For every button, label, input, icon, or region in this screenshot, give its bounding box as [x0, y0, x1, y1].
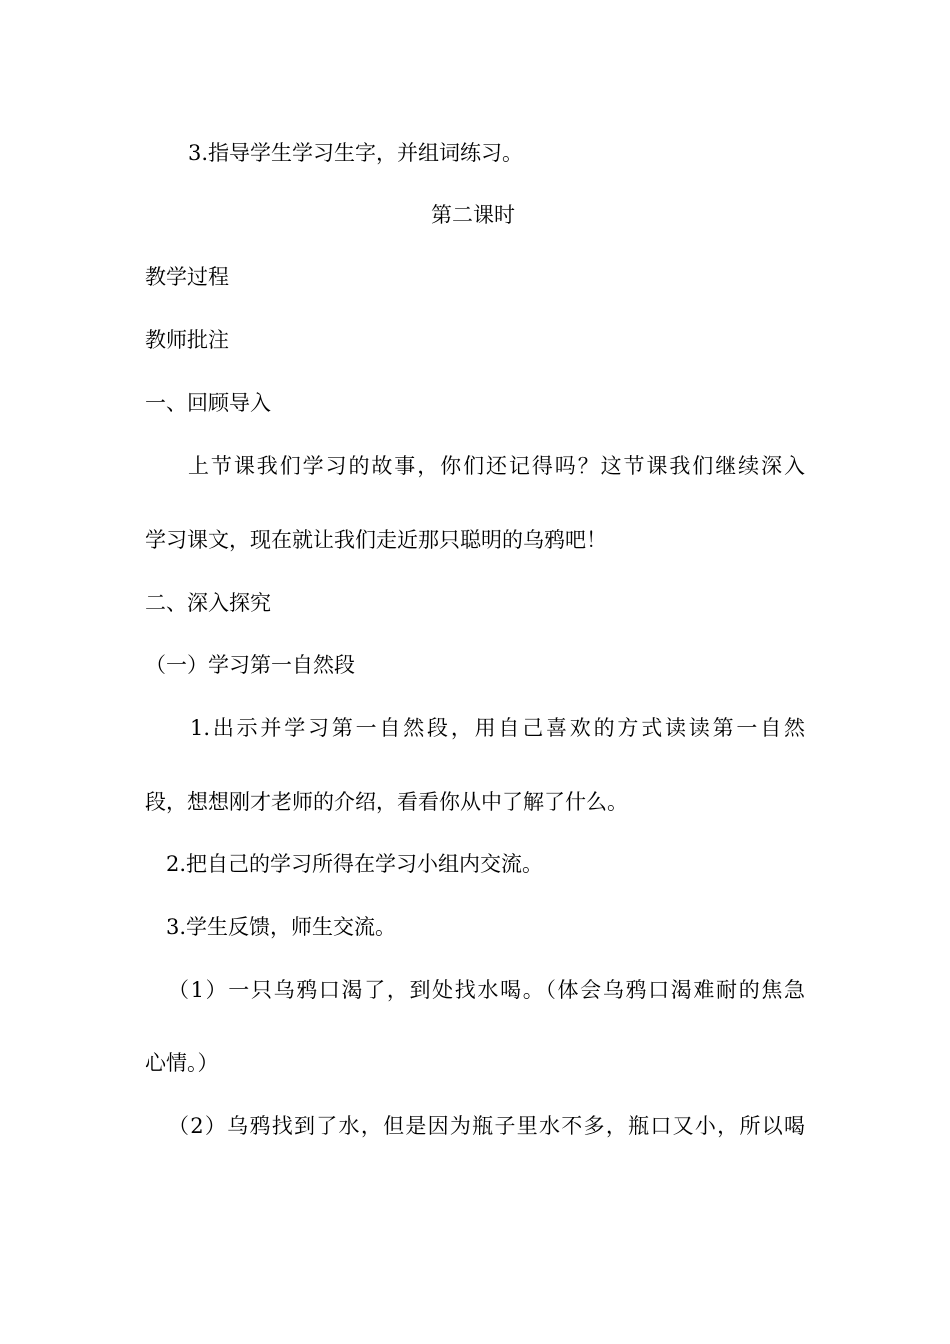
heading-teaching-process: 教学过程: [145, 265, 229, 289]
section-title: 第二课时: [431, 203, 515, 227]
paragraph-line: 1.出示并学习第一自然段，用自己喜欢的方式读读第一自然: [190, 716, 805, 740]
subheading-paragraph-one: （一）学习第一自然段: [145, 653, 355, 677]
instruction-line: 2.把自己的学习所得在学习小组内交流。: [166, 852, 544, 876]
instruction-line: 3.学生反馈，师生交流。: [166, 915, 397, 939]
heading-review-intro: 一、回顾导入: [145, 391, 271, 415]
paragraph-line: 学习课文，现在就让我们走近那只聪明的乌鸦吧！: [145, 528, 607, 552]
paragraph-line: 上节课我们学习的故事，你们还记得吗？这节课我们继续深入: [188, 454, 805, 478]
paragraph-line: （1）一只乌鸦口渴了，到处找水喝。（体会乌鸦口渴难耐的焦急: [168, 978, 805, 1002]
heading-teacher-notes: 教师批注: [145, 328, 229, 352]
heading-deep-inquiry: 二、深入探究: [145, 591, 271, 615]
instruction-line: 3.指导学生学习生字，并组词练习。: [188, 141, 524, 165]
paragraph-line: （2）乌鸦找到了水，但是因为瓶子里水不多，瓶口又小，所以喝: [168, 1114, 805, 1138]
paragraph-line: 心情。）: [145, 1051, 219, 1075]
paragraph-line: 段，想想刚才老师的介绍，看看你从中了解了什么。: [145, 790, 628, 814]
